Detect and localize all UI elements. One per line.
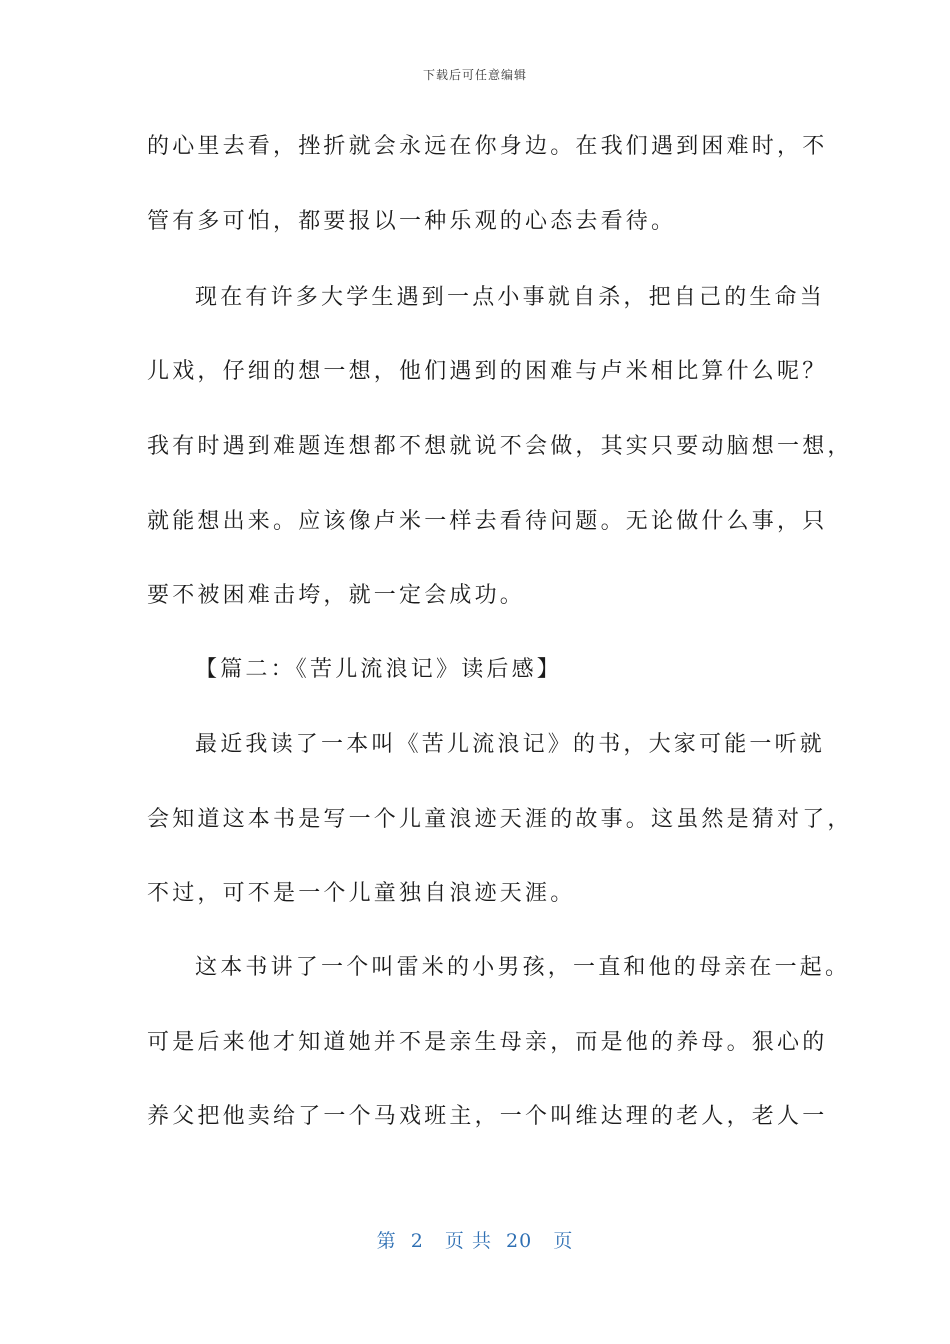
text-line: 我有时遇到难题连想都不想就说不会做，其实只要动脑想一想，	[147, 434, 853, 459]
text-line: 可是后来他才知道她并不是亲生母亲，而是他的养母。狠心的	[147, 1030, 828, 1055]
text-line: 现在有许多大学生遇到一点小事就自杀，把自己的生命当	[195, 285, 826, 310]
section-heading: 【篇二：《苦儿流浪记》读后感】	[195, 657, 563, 682]
text-line: 管有多可怕，都要报以一种乐观的心态去看待。	[147, 209, 677, 234]
text-line: 要不被困难击垮，就一定会成功。	[147, 583, 526, 608]
text-line: 儿戏，仔细的想一想，他们遇到的困难与卢米相比算什么呢？	[147, 359, 828, 384]
text-line: 的心里去看，挫折就会永远在你身边。在我们遇到困难时，不	[147, 134, 828, 159]
text-line: 养父把他卖给了一个马戏班主，一个叫维达理的老人，老人一	[147, 1104, 828, 1129]
text-line: 就能想出来。应该像卢米一样去看待问题。无论做什么事，只	[147, 509, 828, 534]
header-note: 下载后可任意编辑	[422, 68, 527, 82]
text-line: 会知道这本书是写一个儿童浪迹天涯的故事。这虽然是猜对了，	[147, 807, 853, 832]
text-line: 不过，可不是一个儿童独自浪迹天涯。	[147, 881, 576, 906]
text-line: 最近我读了一本叫《苦儿流浪记》的书，大家可能一听就	[195, 732, 826, 757]
text-line: 这本书讲了一个叫雷米的小男孩，一直和他的母亲在一起。	[195, 955, 851, 980]
page-number-footer: 第 2 页 共 20 页	[376, 1230, 574, 1252]
